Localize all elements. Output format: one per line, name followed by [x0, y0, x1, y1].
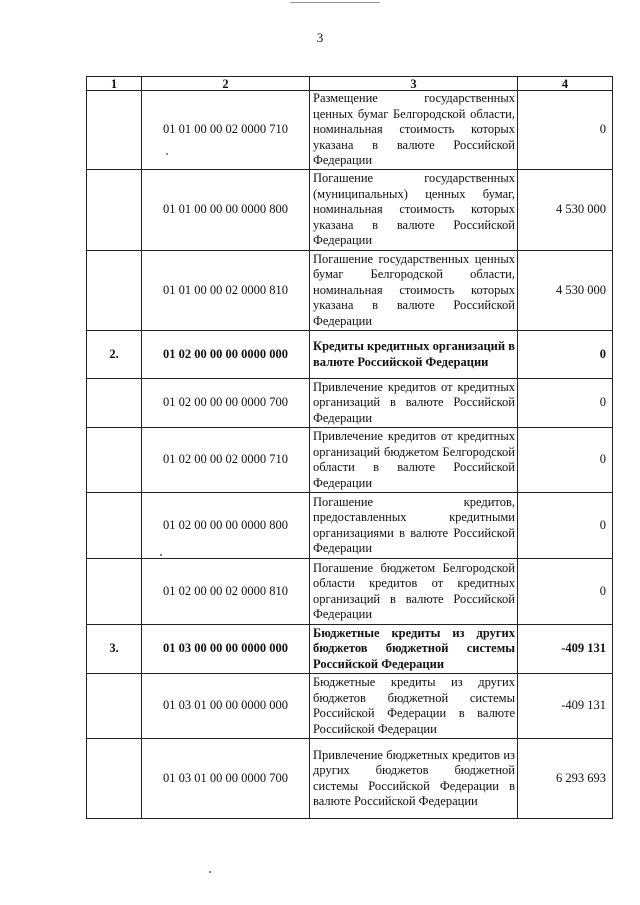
- table-row: [87, 251, 613, 331]
- row-amount: -409 131: [518, 674, 613, 739]
- header-col-2: 2: [142, 77, 310, 91]
- row-description: Погашение кредитов, предоставленных кредитными организациями в валюте Российской Федерации: [310, 493, 518, 559]
- row-description: Погашение государственных ценных бумаг Белгородской области, номинальная стоимость которых указана в валюте Российской Федерации: [310, 251, 518, 331]
- section-number: 3.: [87, 625, 142, 674]
- header-row: [87, 77, 613, 91]
- budget-code: 01 02 00 00 02 0000 810: [142, 559, 310, 625]
- row-amount: 4 530 000: [518, 251, 613, 331]
- row-amount: 0: [518, 493, 613, 559]
- budget-code: 01 01 00 00 02 0000 710: [142, 91, 310, 170]
- row-description: Бюджетные кредиты из других бюджетов бюджетной системы Российской Федерации в валюте Российской Федерации: [310, 674, 518, 739]
- row-number: [87, 91, 142, 170]
- budget-code: 01 01 00 00 02 0000 810: [142, 251, 310, 331]
- table-row: [87, 674, 613, 739]
- row-number: [87, 251, 142, 331]
- row-description: Привлечение кредитов от кредитных организаций в валюте Российской Федерации: [310, 379, 518, 428]
- table-row: [87, 91, 613, 170]
- row-description: Погашение бюджетом Белгородской области кредитов от кредитных организаций в валюте Российской Федерации: [310, 559, 518, 625]
- row-amount: 0: [518, 428, 613, 493]
- row-number: [87, 428, 142, 493]
- header-col-3: 3: [310, 77, 518, 91]
- budget-code: 01 02 00 00 00 0000 700: [142, 379, 310, 428]
- budget-sources-table: [86, 76, 613, 819]
- row-number: [87, 674, 142, 739]
- table-row-section: [87, 625, 613, 674]
- table-row: [87, 379, 613, 428]
- row-description: Бюджетные кредиты из других бюджетов бюджетной системы Российской Федерации: [310, 625, 518, 674]
- row-number: [87, 559, 142, 625]
- row-number: [87, 170, 142, 251]
- budget-code: 01 03 01 00 00 0000 000: [142, 674, 310, 739]
- row-amount: 0: [518, 331, 613, 379]
- table-row: [87, 739, 613, 819]
- scan-speck: [160, 554, 162, 556]
- budget-code: 01 02 00 00 02 0000 710: [142, 428, 310, 493]
- row-amount: 0: [518, 91, 613, 170]
- scan-speck: [166, 153, 168, 155]
- row-amount: 0: [518, 379, 613, 428]
- row-description: Привлечение кредитов от кредитных организаций бюджетом Белгородской области в валюте Российской Федерации: [310, 428, 518, 493]
- header-col-1: 1: [87, 77, 142, 91]
- row-amount: 0: [518, 559, 613, 625]
- budget-code: 01 01 00 00 00 0000 800: [142, 170, 310, 251]
- table-row: [87, 493, 613, 559]
- row-description: Размещение государственных ценных бумаг Белгородской области, номинальная стоимость которых указана в валюте Российской Федерации: [310, 91, 518, 170]
- table-row-section: [87, 331, 613, 379]
- budget-code: 01 03 01 00 00 0000 700: [142, 739, 310, 819]
- page-number: 3: [316, 30, 324, 45]
- budget-code: 01 02 00 00 00 0000 000: [142, 331, 310, 379]
- scan-speck: [209, 871, 211, 873]
- row-description: Погашение государственных (муниципальных) ценных бумаг, номинальная стоимость которых указана в валюте Российской Федерации: [310, 170, 518, 251]
- table-row: [87, 428, 613, 493]
- row-amount: -409 131: [518, 625, 613, 674]
- row-number: [87, 493, 142, 559]
- row-number: [87, 739, 142, 819]
- top-scan-line: [290, 2, 380, 3]
- budget-code: 01 03 00 00 00 0000 000: [142, 625, 310, 674]
- budget-code: 01 02 00 00 00 0000 800: [142, 493, 310, 559]
- section-number: 2.: [87, 331, 142, 379]
- table-row: [87, 559, 613, 625]
- row-description: Привлечение бюджетных кредитов из других бюджетов бюджетной системы Российской Федерации в валюте Российской Федерации: [310, 739, 518, 819]
- table-row: [87, 170, 613, 251]
- row-amount: 6 293 693: [518, 739, 613, 819]
- header-col-4: 4: [518, 77, 613, 91]
- row-description: Кредиты кредитных организаций в валюте Российской Федерации: [310, 331, 518, 379]
- row-number: [87, 379, 142, 428]
- row-amount: 4 530 000: [518, 170, 613, 251]
